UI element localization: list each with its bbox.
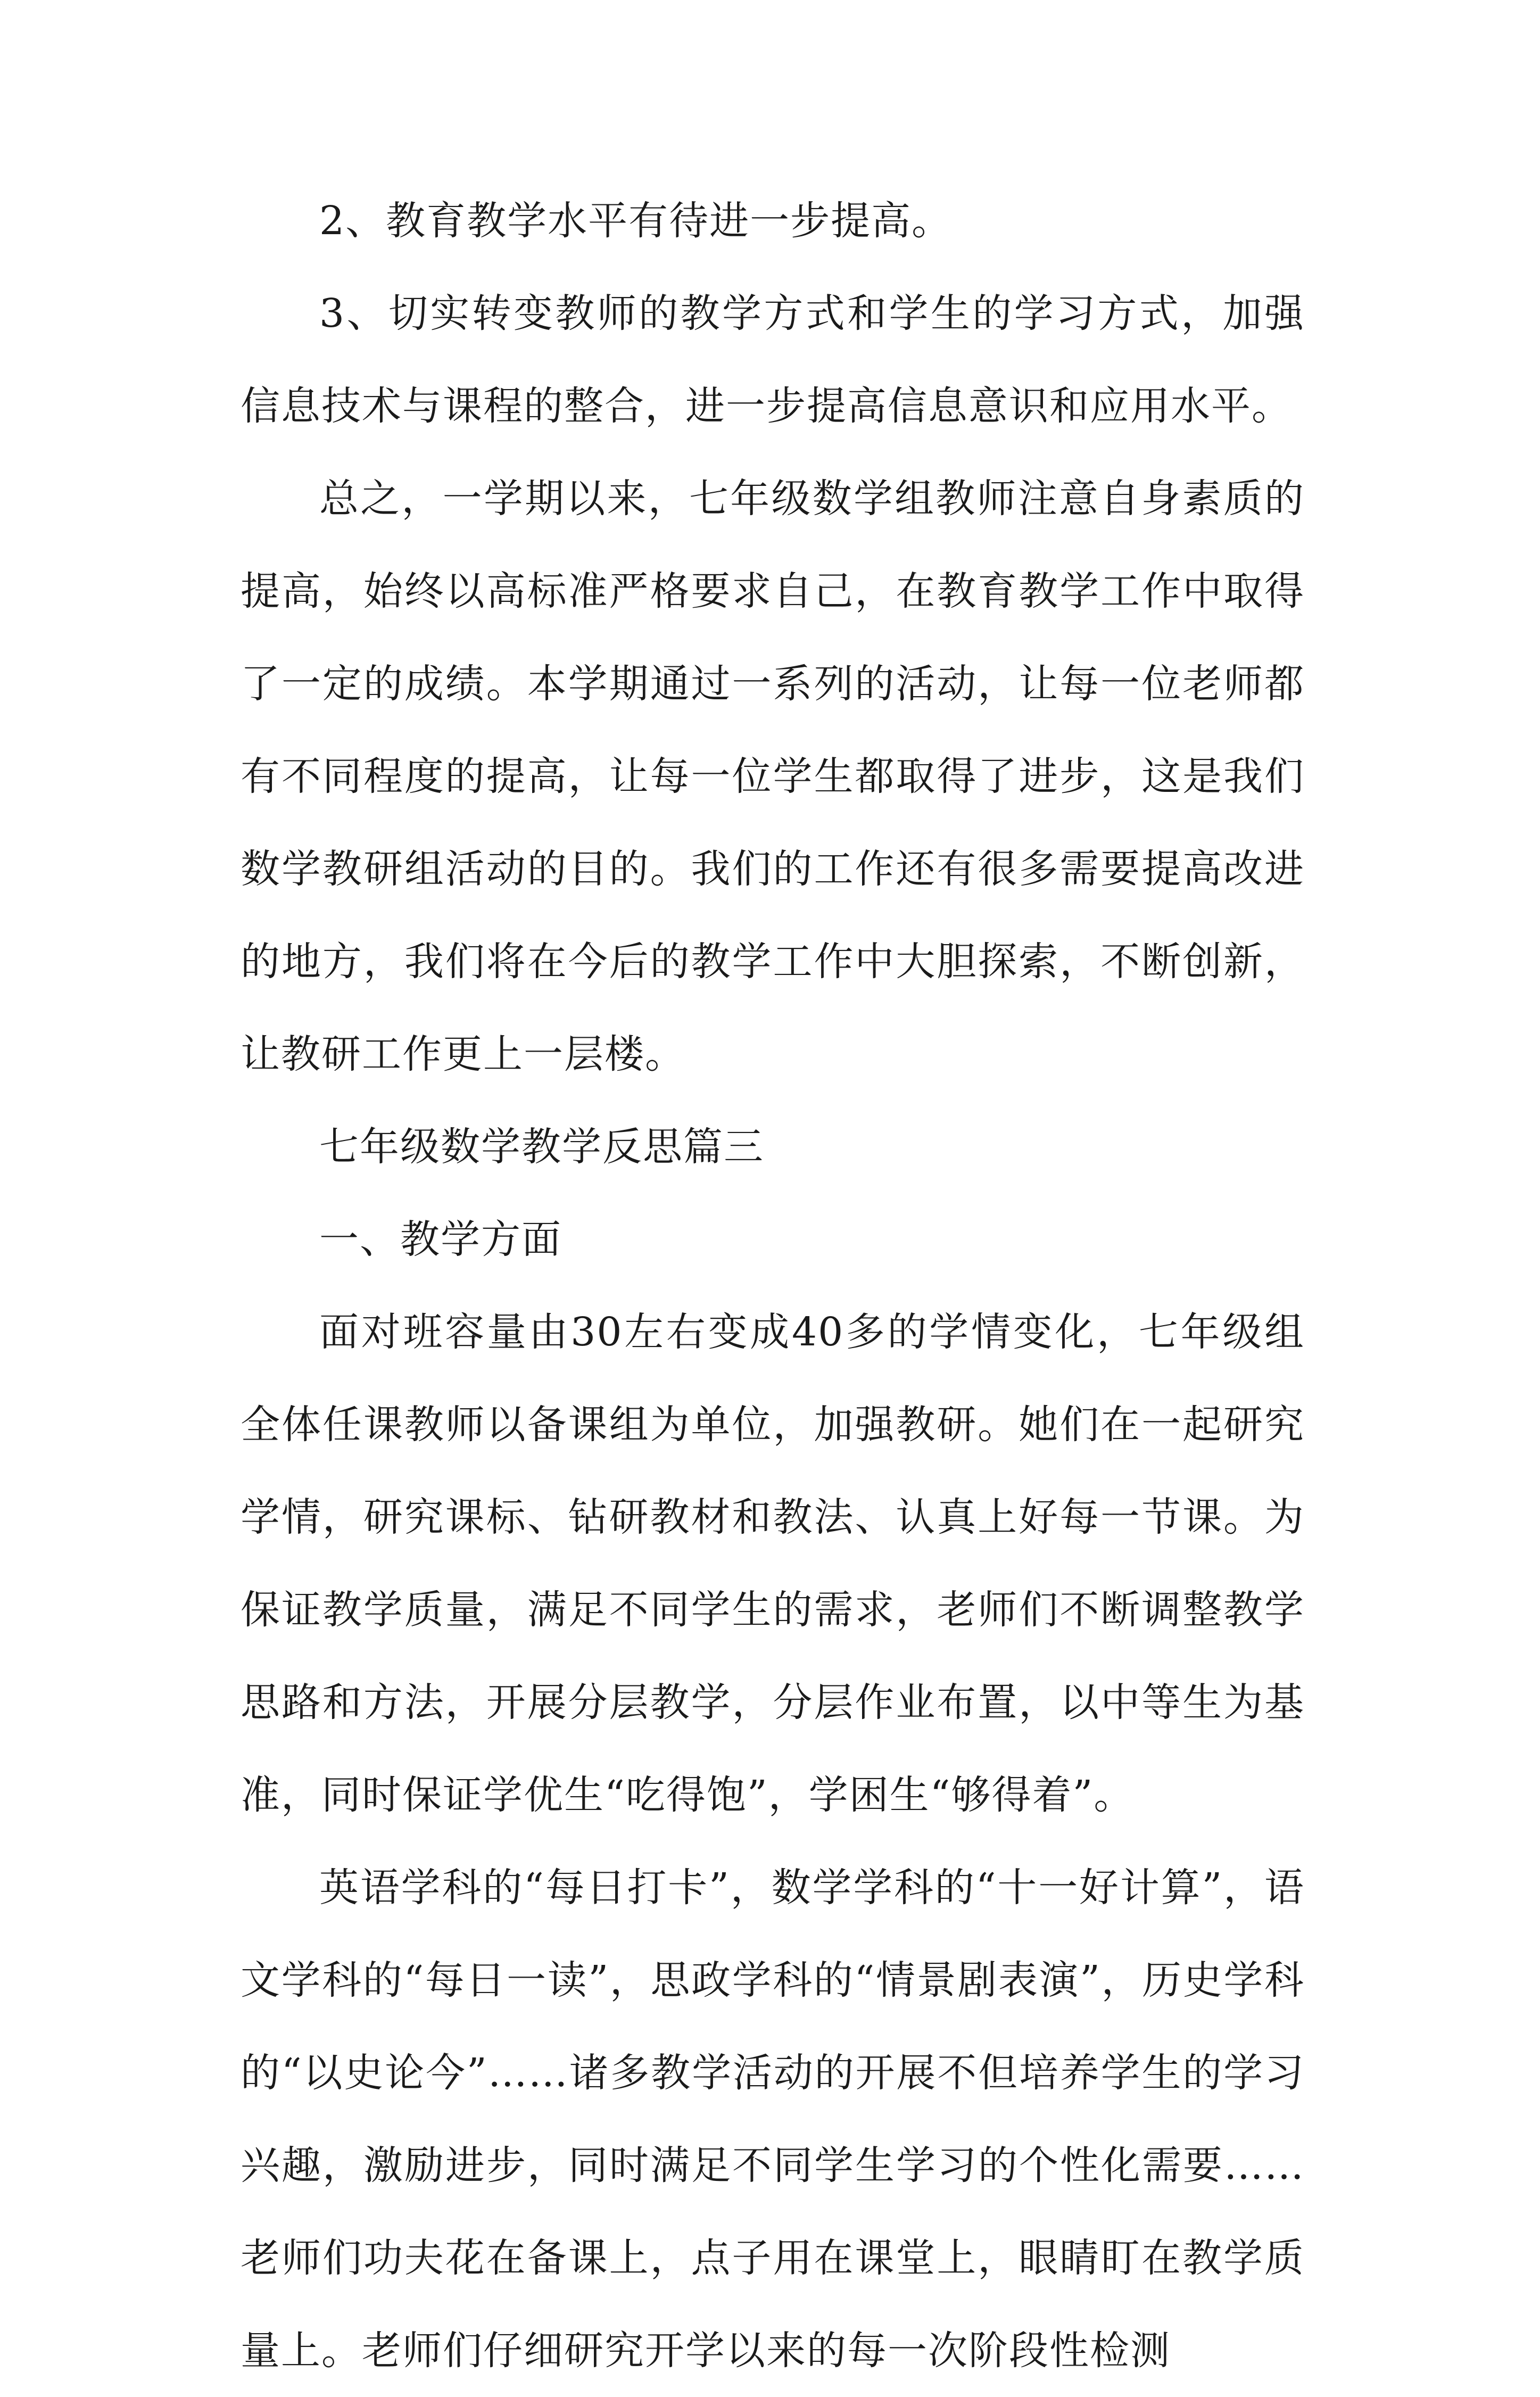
section-title: 七年级数学教学反思篇三 (319, 1124, 764, 1170)
document-body (241, 175, 1305, 2397)
paragraph-activities: 英语学科的“每日打卡”，数学学科的“十一好计算”，语文学科的“每日一读”，思政学科的“情景剧表演”，历史学科的“以史论今”……诸多教学活动的开展不但培养学生的学习兴趣，激励进步，同时满足不同学生学习的个性化需要……老师们功夫花在备课上，点子用在课堂上，眼睛盯在教学质量上。老师们仔细研究开学以来的每一次阶段性检测 (241, 1865, 1305, 2374)
paragraph-summary: 总之，一学期以来，七年级数学组教师注意自身素质的提高，始终以高标准严格要求自己，在教育教学工作中取得了一定的成绩。本学期通过一系列的活动，让每一位老师都有不同程度的提高，让每一位学生都取得了进步，这是我们数学教研组活动的目的。我们的工作还有很多需要提高改进的地方，我们将在今后的教学工作中大胆探索，不断创新，让教研工作更上一层楼。 (241, 476, 1305, 1077)
paragraph-item-2: 2、教育教学水平有待进一步提高。 (319, 198, 953, 244)
paragraph-teaching: 面对班容量由30左右变成40多的学情变化，七年级组全体任课教师以备课组为单位，加强教研。她们在一起研究学情，研究课标、钻研教材和教法、认真上好每一节课。为保证教学质量，满足不同学生的需求，老师们不断调整教学思路和方法，开展分层教学，分层作业布置，以中等生为基准，同时保证学优生“吃得饱”，学困生“够得着”。 (241, 1309, 1305, 1818)
subsection-title: 一、教学方面 (319, 1217, 562, 1262)
paragraph-item-3: 3、切实转变教师的教学方式和学生的学习方式，加强信息技术与课程的整合，进一步提高信息意识和应用水平。 (241, 291, 1305, 429)
